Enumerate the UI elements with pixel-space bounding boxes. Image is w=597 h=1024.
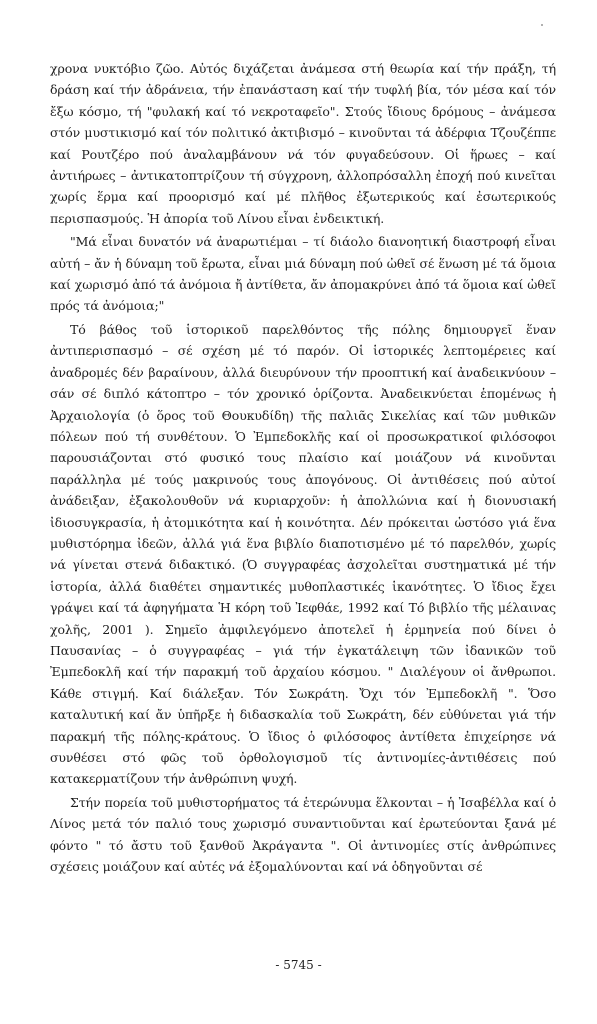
paragraph-1: χρονα νυκτόβιο ζῶο. Αὐτός διχάζεται ἀνάμεσα στή θεωρία καί τήν πράξη, τή δράση καί τήν ἀδράνεια, τήν ἐπανάσταση καί τήν τυφλή βία, τόν μέσα καί τόν ἔξω κόσμο, τή "φυλακή καί τό νεκροταφεῖο". Στούς ἴδιους δρόμους – ἀνάμεσα στόν μυστικισμό καί τόν πολιτικό ἀκτιβισμό – κινοῦνται τά ἀδέρφια Τζουζέππε καί Ρουτζέρο πού ἀναλαμβάνουν νά τόν φυγαδεύσουν. Οἱ ἥρωες – καί ἀντιήρωες – ἀντικατοπτρίζουν τή σύγχρονη, ἀλλοπρόσαλλη ἐποχή πού κινεῖται χωρίς ἕρμα καί προορισμό καί μέ πλῆθος ἐξωτερικούς καί ἐσωτερικούς περισπασμούς. Ἡ ἀπορία τοῦ Λίνου εἶναι ἐνδεικτική. <box>50 61 556 226</box>
scan-dot <box>541 24 543 26</box>
page-number: - 5745 - <box>275 958 322 972</box>
paragraph-2-quote: "Μά εἶναι δυνατόν νά ἀναρωτιέμαι – τί διάολο διανοητική διαστροφή εἶναι αὐτή – ἄν ἡ δύναμη τοῦ ἔρωτα, εἶναι μιά δύναμη πού ὠθεῖ σέ ἕνωση μέ τά ὅμοια καί χωρισμό ἀπό τά ἀνόμοια ἤ ἀντίθετα, ἄν ἀπομακρύνει ἀπό τά ὅμοια καί ὠθεῖ πρός τά ἀνόμοια;" <box>50 234 556 314</box>
paragraph-3: Τό βάθος τοῦ ἱστορικοῦ παρελθόντος τῆς πόλης δημιουργεῖ ἕναν ἀντιπερισπασμό – σέ σχέση μέ τό παρόν. Οἱ ἱστορικές λεπτομέρειες καί ἀναδρομές δέν βαραίνουν, ἀλλά διευρύνουν τήν προοπτική καί ἀναδεικνύουν – σάν σέ διπλό κάτοπτρο – τόν χρονικό ὁρίζοντα. Ἀναδεικνύεται ἑπομένως ἡ Ἀρχαιολογία (ὁ ὅρος τοῦ Θουκυδίδη) τῆς παλιᾶς Σικελίας καί τῶν μυθικῶν πόλεων πού τή συνθέτουν. Ὁ Ἐμπεδοκλῆς καί οἱ προσωκρατικοί φιλόσοφοι παρουσιάζονται στό φυσικό τους πλαίσιο καί μοιάζουν νά κινοῦνται παράλληλα μέ τούς μακρινούς τους ἀπογόνους. Οἱ ἀντιθέσεις πού αὐτοί ἀνάδειξαν, ἐξακολουθοῦν νά κυριαρχοῦν: ἡ ἀπολλώνια καί ἡ διονυσιακή ἰδιοσυγκρασία, ἡ ἀτομικότητα καί ἡ κοινότητα. Δέν πρόκειται ὡστόσο γιά ἕνα μυθιστόρημα ἰδεῶν, ἀλλά γιά ἕνα βιβλίο διαποτισμένο μέ τό παρελθόν, χωρίς νά γίνεται στενά διδακτικό. (Ὁ συγγραφέας ἀσχολεῖται συστηματικά μέ τήν ἱστορία, ἀλλά διαθέτει σημαντικές μυθοπλαστικές ἱκανότητες. Ὁ ἴδιος ἔχει γράψει καί τά ἀφηγήματα Ἡ κόρη τοῦ Ἰεφθάε, 1992 καί Τό βιβλίο τῆς μέλαινας χολῆς, 2001 ). Σημεῖο ἀμφιλεγόμενο ἀποτελεῖ ἡ ἑρμηνεία πού δίνει ὁ Παυσανίας – ὁ συγγραφέας – γιά τήν ἐγκατάλειψη τῶν ἰδανικῶν τοῦ Ἐμπεδοκλῆ καί τήν παρακμή τοῦ ἀρχαίου κόσμου. " Διαλέγουν οἱ ἄνθρωποι. Κάθε στιγμή. Καί διάλεξαν. Τόν Σωκράτη. Ὄχι τόν Ἐμπεδοκλῆ ". Ὅσο καταλυτική καί ἄν ὑπῆρξε ἡ διδασκαλία τοῦ Σωκράτη, δέν εὐθύνεται γιά τήν παρακμή τῆς πόλης-κράτους. Ὁ ἴδιος ὁ φιλόσοφος ἀντίθετα ἐπιχείρησε νά συνθέσει στό φῶς τοῦ ὀρθολογισμοῦ τίς ἀντινομίες-ἀντιθέσεις πού κατακερματίζουν τήν ἀνθρώπινη ψυχή. <box>50 321 556 787</box>
document-body <box>50 58 556 877</box>
paragraph-4: Στήν πορεία τοῦ μυθιστορήματος τά ἑτερώνυμα ἕλκονται – ἡ Ἰσαβέλλα καί ὁ Λίνος μετά τόν παλιό τους χωρισμό συναντιοῦνται καί ἐρωτεύονται ξανά μέ φόντο " τό ἄστυ τοῦ ξανθοῦ Ἀκράγαντα ". Οἱ ἀντινομίες στίς ἀνθρώπινες σχέσεις μοιάζουν καί αὐτές νά ἐξομαλύνονται καί νά ὁδηγοῦνται σέ <box>50 794 556 875</box>
